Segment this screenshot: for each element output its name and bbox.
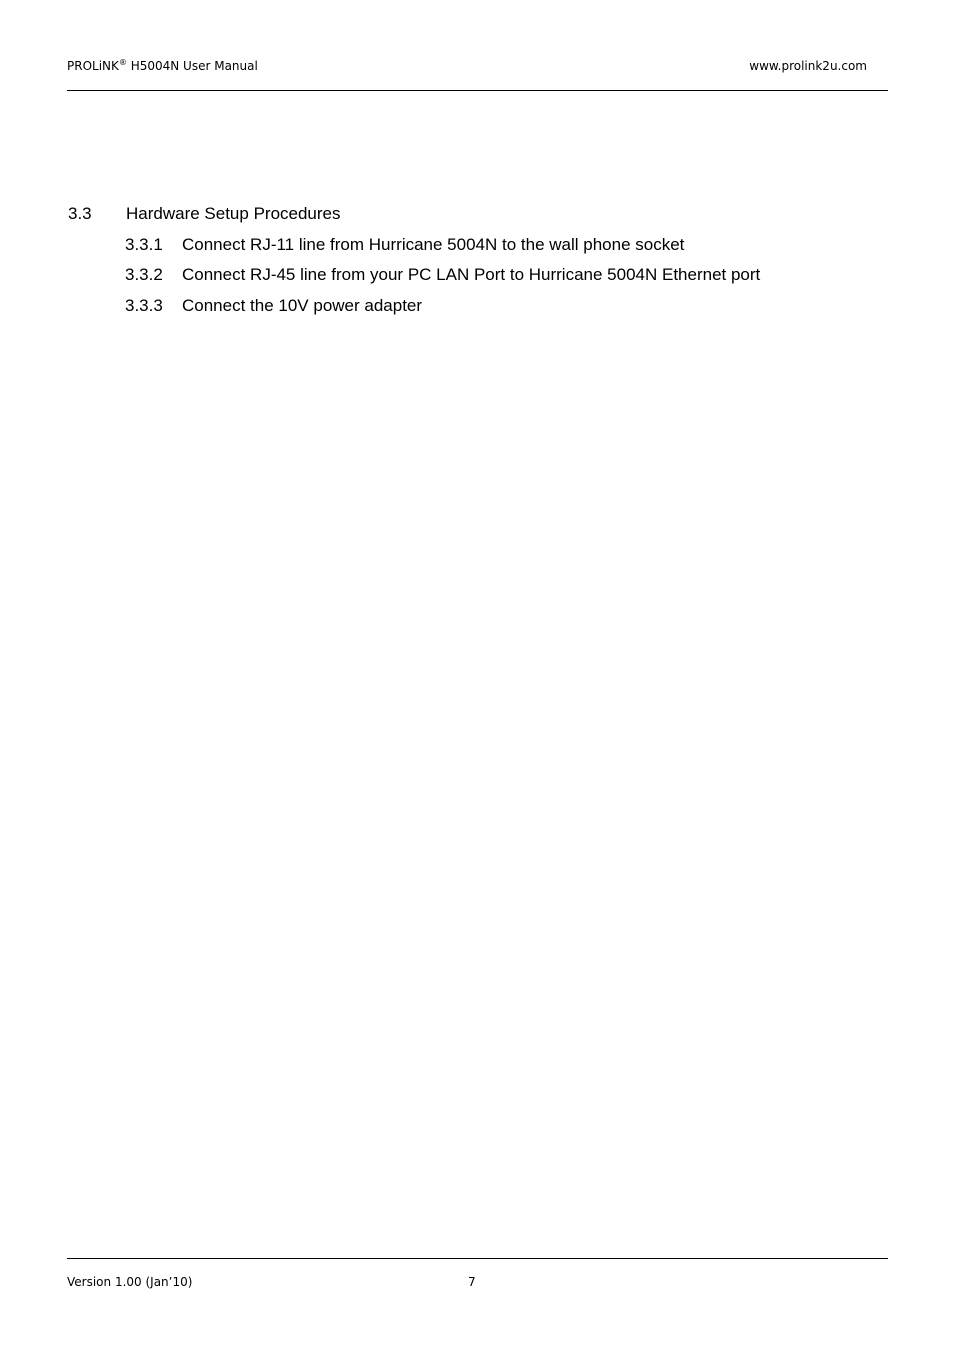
step-text: Connect RJ-11 line from Hurricane 5004N to the wall phone socket — [182, 234, 685, 254]
version-label: Version 1.00 (Jan’10) — [67, 1275, 193, 1289]
step-text: Connect the 10V power adapter — [182, 295, 423, 315]
website-link[interactable]: www.prolink2u.com — [749, 59, 867, 73]
step-text: Connect RJ-45 line from your PC LAN Port to Hurricane 5004N Ethernet port — [182, 265, 761, 284]
section-title: Hardware Setup Procedures — [126, 204, 341, 223]
footer-divider — [67, 1258, 888, 1259]
header-divider — [67, 90, 888, 91]
page-number: 7 — [468, 1275, 476, 1289]
brand-name: PROLiNK — [67, 59, 119, 73]
step-number: 3.3.2 — [125, 265, 163, 284]
registered-mark: ® — [118, 58, 127, 67]
manual-title-text: H5004N User Manual — [126, 59, 258, 73]
manual-title — [67, 58, 258, 74]
section-number: 3.3 — [68, 204, 92, 223]
step-number: 3.3.3 — [125, 295, 163, 315]
step-number: 3.3.1 — [125, 234, 163, 254]
